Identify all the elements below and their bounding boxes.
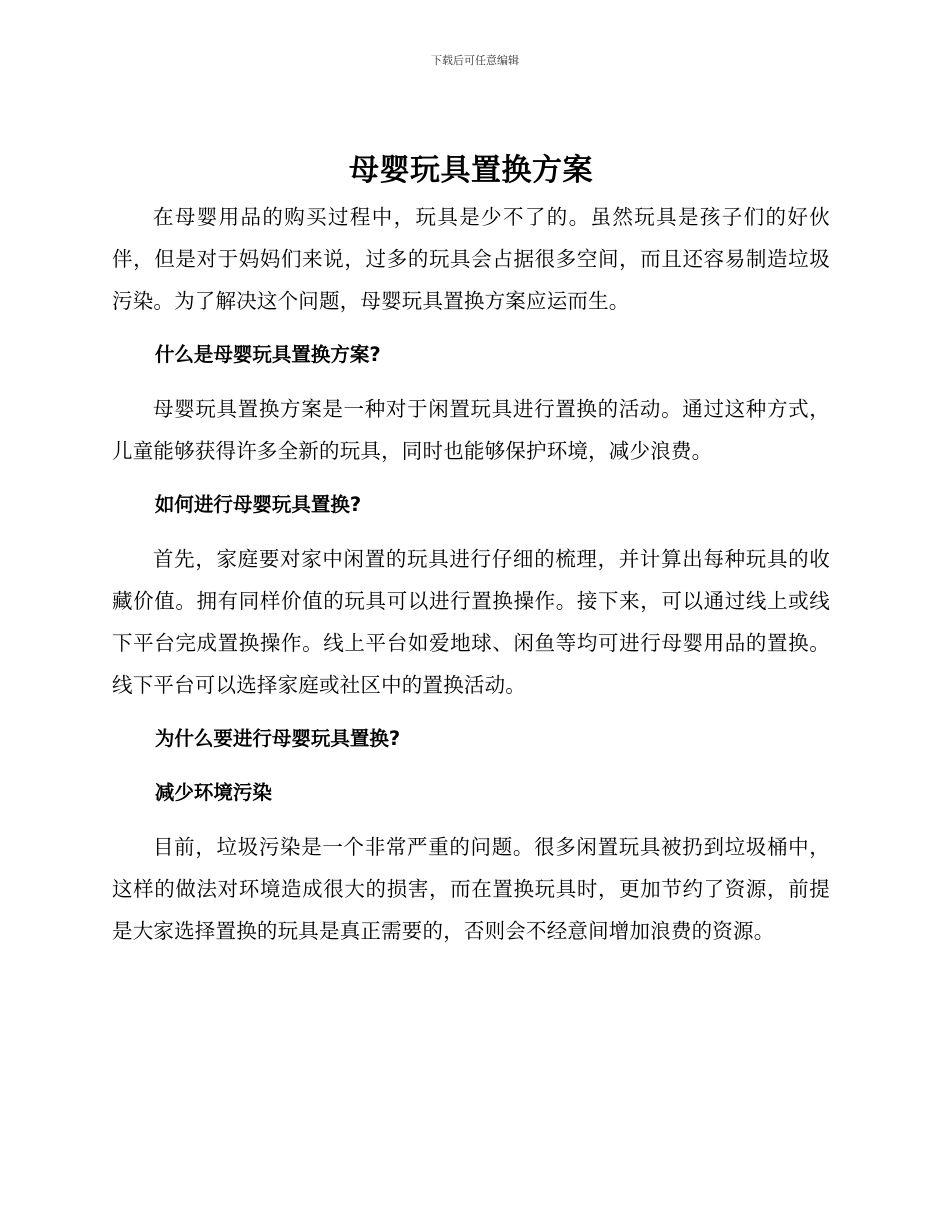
paragraph-intro: 在母婴用品的购买过程中，玩具是少不了的。虽然玩具是孩子们的好伙伴，但是对于妈妈们来说，过多的玩具会占据很多空间，而且还容易制造垃圾污染。为了解决这个问题，母婴玩具置换方案应运而生。 [112,205,830,313]
paragraph-definition: 母婴玩具置换方案是一种对于闲置玩具进行置换的活动。通过这种方式，儿童能够获得许多全新的玩具，同时也能够保护环境，减少浪费。 [112,397,830,463]
heading-reduce-pollution: 减少环境污染 [154,781,272,804]
paragraph-pollution: 目前，垃圾污染是一个非常严重的问题。很多闲置玩具被扔到垃圾桶中，这样的做法对环境造成很大的损害，而在置换玩具时，更加节约了资源，前提是大家选择置换的玩具是真正需要的，否则会不经意间增加浪费的资源。 [112,835,830,943]
document-body [112,148,830,964]
heading-what-is: 什么是母婴玩具置换方案? [154,343,381,366]
header-note: 下载后可任意编辑 [431,54,519,67]
paragraph-process: 首先，家庭要对家中闲置的玩具进行仔细的梳理，并计算出每种玩具的收藏价值。拥有同样价值的玩具可以进行置换操作。接下来，可以通过线上或线下平台完成置换操作。线上平台如爱地球、闲鱼等均可进行母婴用品的置换。线下平台可以选择家庭或社区中的置换活动。 [112,547,830,697]
document-title: 母婴玩具置换方案 [349,153,593,188]
heading-how-to: 如何进行母婴玩具置换? [154,493,362,516]
heading-why: 为什么要进行母婴玩具置换? [154,727,401,750]
